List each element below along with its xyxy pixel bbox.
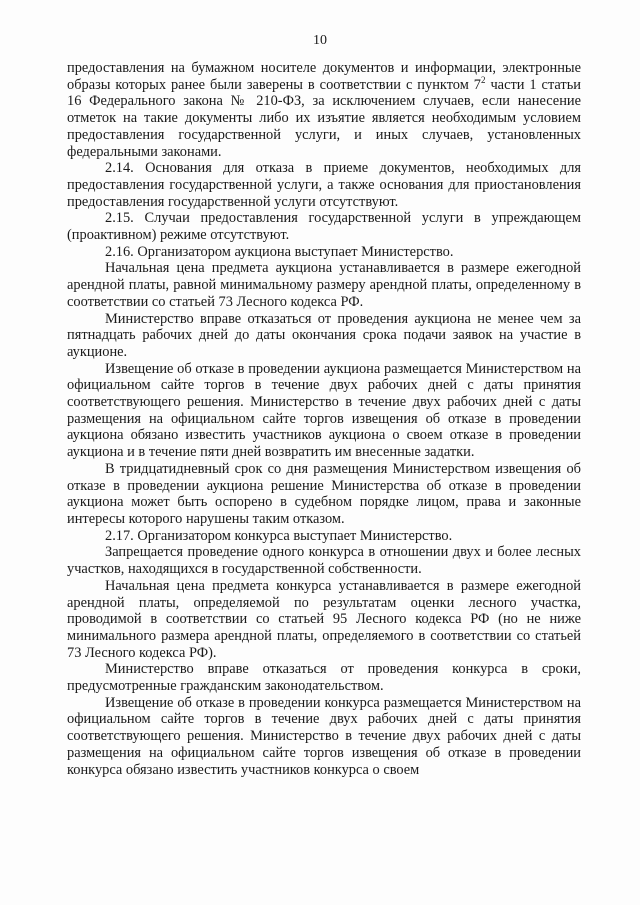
paragraph-9: 2.17. Организатором конкурса выступает Министерство. bbox=[105, 527, 453, 544]
paragraph-7: Извещение об отказе в проведении аукциона размещается Министерством на официальном сайте торгов в течение двух рабочих дней с даты принятия соответствующего решения. Министерство в течение двух рабочих дней с даты размещения на официальном сайте торгов извещения об отказе в проведении аукциона обязано известить участников аукциона о своем отказе в проведении аукциона и в течение пяти дней возвратить им внесенные задатки. bbox=[67, 360, 581, 461]
document-body bbox=[67, 60, 581, 778]
paragraph-1-text: предоставления на бумажном носителе документов и информации, электронные образы которых ранее были заверены в соответствии с пунктом 7 bbox=[67, 60, 581, 93]
paragraph-6: Министерство вправе отказаться от проведения аукциона не менее чем за пятнадцать рабочих дней до даты окончания срока подачи заявок на участие в аукционе. bbox=[67, 310, 581, 360]
paragraph-4: 2.16. Организатором аукциона выступает Министерство. bbox=[105, 243, 454, 260]
paragraph-3: 2.15. Случаи предоставления государственной услуги в упреждающем (проактивном) режиме отсутствуют. bbox=[67, 210, 581, 244]
paragraph-8: В тридцатидневный срок со дня размещения Министерством извещения об отказе в проведении аукциона решение Министерства об отказе в проведении аукциона может быть оспорено в судебном порядке лицом, права и законные интересы которого нарушены таким отказом. bbox=[67, 460, 581, 527]
superscript: 2 bbox=[480, 74, 486, 85]
page-number: 10 bbox=[313, 33, 327, 48]
paragraph-11: Начальная цена предмета конкурса устанавливается в размере ежегодной арендной платы, определяемой по результатам оценки лесного участка, проводимой в соответствии со статьей 95 Лесного кодекса РФ (но не ниже минимального размера арендной платы, определяемого в соответствии со статьей 73 Лесного кодекса РФ). bbox=[67, 577, 581, 661]
paragraph-12: Министерство вправе отказаться от проведения конкурса в сроки, предусмотренные гражданским законодательством. bbox=[67, 661, 581, 695]
paragraph-1 bbox=[67, 60, 581, 160]
paragraph-2: 2.14. Основания для отказа в приеме документов, необходимых для предоставления государственной услуги, а также основания для приостановления предоставления государственной услуги отсутствуют. bbox=[67, 160, 581, 210]
paragraph-1-tail: части 1 статьи 16 Федерального закона № 210-ФЗ, за исключением случаев, если нанесение отметок на такие документы либо их изъятие является необходимым условием предоставления государственной услуги, и иных случаев, установленных федеральными законами. bbox=[67, 76, 581, 160]
paragraph-13: Извещение об отказе в проведении конкурса размещается Министерством на официальном сайте торгов в течение двух рабочих дней с даты принятия соответствующего решения. Министерство в течение двух рабочих дней с даты размещения на официальном сайте торгов извещения об отказе в проведении конкурса обязано известить участников конкурса о своем bbox=[67, 694, 581, 778]
paragraph-5: Начальная цена предмета аукциона устанавливается в размере ежегодной арендной платы, равной минимальному размеру арендной платы, определенному в соответствии со статьей 73 Лесного кодекса РФ. bbox=[67, 260, 581, 310]
paragraph-10: Запрещается проведение одного конкурса в отношении двух и более лесных участков, находящихся в государственной собственности. bbox=[67, 544, 581, 578]
